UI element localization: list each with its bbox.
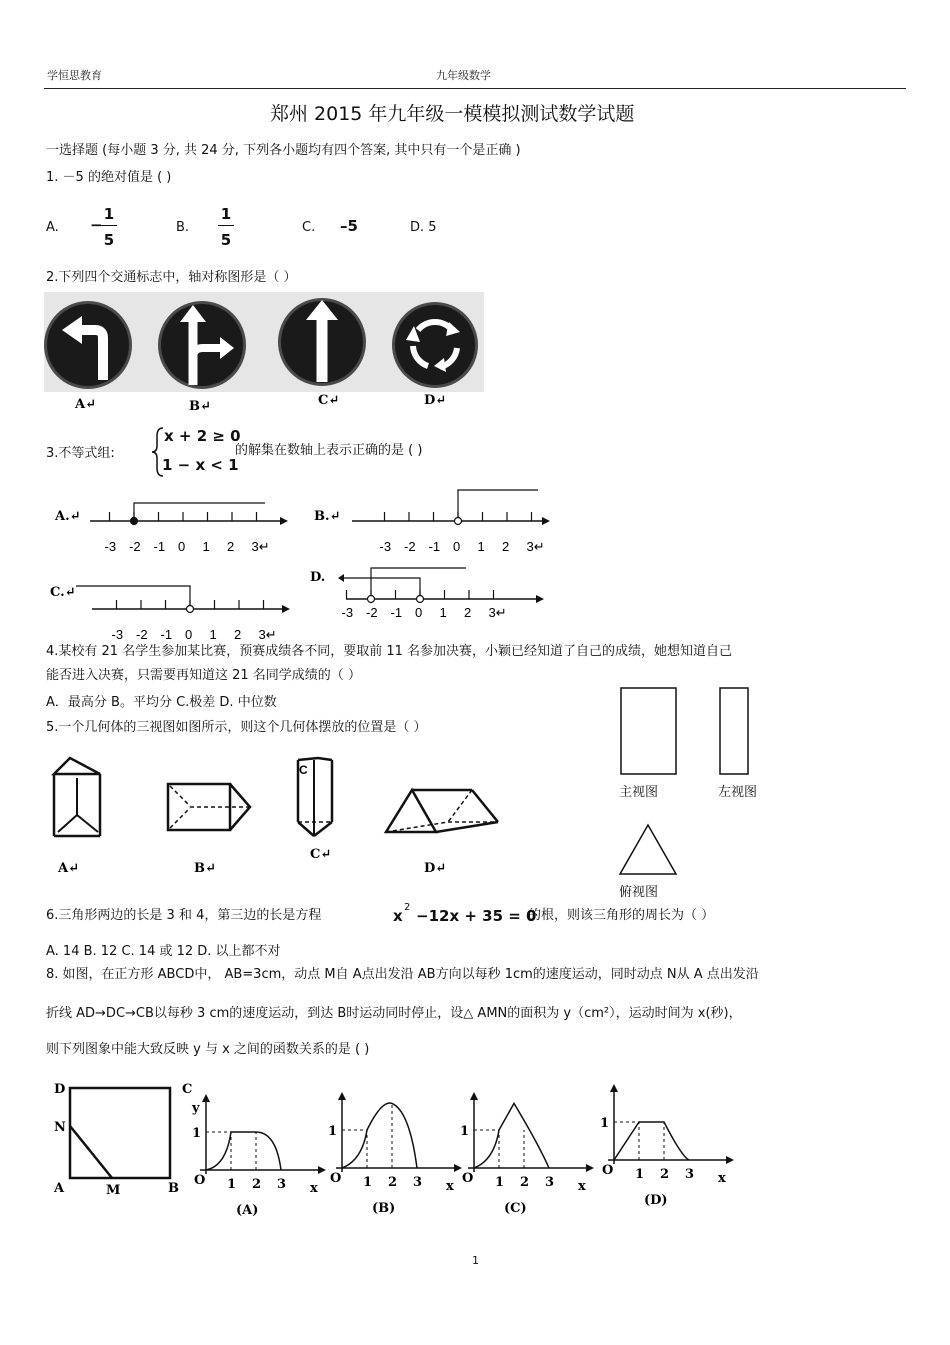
q3-inequality-2: 1 − x < 1 [162, 456, 239, 474]
vertex-a: A [54, 1181, 65, 1196]
number-line-tick-label: 0 [185, 627, 193, 642]
number-line-option-label: A.↵ [55, 509, 81, 524]
header-left: 学恒思教育 [47, 69, 102, 82]
graph-curve [206, 1132, 281, 1170]
page-title: 郑州 2015 年九年级一模模拟测试数学试题 [270, 103, 635, 125]
number-line-tick-label: -1 [428, 539, 441, 554]
graph-tick-2: 2 [388, 1175, 398, 1190]
q3-inequality-1: x + 2 ≥ 0 [164, 427, 241, 445]
number-line-tick-label: -3 [379, 539, 392, 554]
number-line-tick-label: 1 [477, 539, 485, 554]
q5-label-b: B↵ [194, 861, 216, 876]
number-line-tick-label: 2 [464, 605, 472, 620]
number-line-tick-label: -3 [341, 605, 354, 620]
graph-x-label: x [718, 1171, 726, 1186]
q4-line-1: 4.某校有 21 名学生参加某比赛，预赛成绩各不同，要取前 11 名参加决赛，小颖已经知道了自己的成绩，她想知道自己 [46, 644, 733, 659]
q4-options: A．最高分 B。平均分 C.极差 D. 中位数 [46, 695, 277, 710]
graph-tick-1: 1 [363, 1175, 373, 1190]
axis-arrow-icon [318, 1166, 326, 1174]
axis-arrow-icon [586, 1164, 594, 1172]
graph-tick-3: 3 [277, 1177, 287, 1192]
q1-b-numerator: 1 [220, 205, 232, 223]
graph-tick-3: 3 [685, 1167, 695, 1182]
graph-tick-1: 1 [227, 1177, 237, 1192]
number-line-option-label: B.↵ [314, 509, 341, 524]
q1-option-d: D. 5 [410, 220, 437, 235]
number-line-option-label: C.↵ [50, 585, 76, 600]
number-line-tick-label: 1 [209, 627, 217, 642]
graph-tick-2: 2 [660, 1167, 670, 1182]
q6-eq-x: x [393, 907, 403, 925]
q1-a-sign: − [90, 216, 103, 234]
number-line-tick-label: -3 [104, 539, 117, 554]
top-view-label: 俯视图 [619, 885, 659, 900]
q6-stem-b: 的根，则该三角形的周长为（ ） [528, 908, 715, 923]
point-n: N [54, 1120, 66, 1135]
number-line-tick-label: -2 [136, 627, 148, 642]
q5-stem: 5.一个几何体的三视图如图所示，则这个几何体摆放的位置是（ ） [46, 720, 427, 735]
graph-tick-2: 2 [252, 1177, 262, 1192]
axis-arrow-icon [726, 1156, 734, 1164]
graph-x-label: x [578, 1179, 586, 1194]
graph-x-label: x [310, 1181, 318, 1196]
q1-a-numerator: 1 [103, 205, 115, 223]
q2-stem: 2.下列四个交通标志中，轴对称图形是（ ） [46, 270, 297, 285]
q3-stem-suffix: 的解集在数轴上表示正确的是 ( ) [235, 443, 423, 458]
number-line-tick-label: 3↵ [526, 539, 545, 554]
graph-y-one-label: 1 [328, 1124, 338, 1139]
q1-option-c: C. [302, 220, 316, 235]
graph-origin-label: O [462, 1171, 474, 1186]
number-line-tick-label: -1 [390, 605, 403, 620]
axis-arrow-icon [338, 1092, 346, 1100]
axis-arrow-icon [202, 1094, 210, 1102]
graph-origin-label: O [602, 1163, 614, 1178]
number-line-tick-label: -2 [404, 539, 416, 554]
q6-stem-a: 6.三角形两边的长是 3 和 4，第三边的长是方程 [46, 908, 322, 923]
number-line-tick-label: -2 [129, 539, 141, 554]
graph-y-one-label: 1 [192, 1126, 202, 1141]
section-intro: 一选择题 (每小题 3 分, 共 24 分, 下列各小题均有四个答案, 其中只有一个是正确 ) [46, 143, 521, 158]
axis-arrow-icon [470, 1092, 478, 1100]
number-line-option-label: D. [310, 570, 326, 585]
q6-eq-exponent: 2 [404, 902, 411, 913]
number-line-tick-label: -1 [160, 627, 173, 642]
graph-option-label: (B) [372, 1201, 396, 1216]
graph-tick-3: 3 [545, 1175, 555, 1190]
graph-origin-label: O [194, 1173, 206, 1188]
graph-tick-2: 2 [520, 1175, 530, 1190]
vertex-c: C [182, 1082, 193, 1097]
q2-label-a: A↵ [75, 397, 96, 412]
point-m: M [106, 1183, 121, 1198]
q4-line-2: 能否进入决赛，只需要再知道这 21 名同学成绩的（ ） [46, 668, 361, 683]
front-view-label: 主视图 [619, 785, 659, 800]
graph-y-one-label: 1 [600, 1116, 610, 1131]
q6-eq-rest: −12x + 35 = 0 [416, 907, 537, 925]
number-line-tick-label: 2 [234, 627, 242, 642]
q1-stem: 1. －5 的绝对值是 ( ) [46, 170, 172, 185]
q1-c-value: –5 [340, 217, 358, 235]
number-line-tick-label: 2 [502, 539, 510, 554]
graph-curve [614, 1122, 689, 1160]
graph-option-label: (D) [644, 1193, 668, 1208]
graph-y-label: y [192, 1101, 200, 1116]
graph-tick-1: 1 [495, 1175, 505, 1190]
number-line-tick-label: 2 [227, 539, 235, 554]
header-center: 九年级数学 [436, 69, 491, 82]
q2-label-c: C↵ [318, 393, 340, 408]
q2-label-b: B↵ [189, 399, 211, 414]
graph-tick-1: 1 [635, 1167, 645, 1182]
left-view-label: 左视图 [718, 785, 758, 800]
q8-line-2: 折线 AD→DC→CB以每秒 3 cm的速度运动，到达 B时运动同时停止，设△ AMN的面积为 y（cm²），运动时间为 x(秒)， [46, 1006, 742, 1021]
q5-label-d: D↵ [424, 861, 447, 876]
q2-label-d: D↵ [424, 393, 447, 408]
number-line-tick-label: 3↵ [258, 627, 277, 642]
graph-tick-3: 3 [413, 1175, 423, 1190]
graph-option-label: (C) [504, 1201, 527, 1216]
q8-line-3: 则下列图象中能大致反映 y 与 x 之间的函数关系的是 ( ) [46, 1042, 370, 1057]
q8-line-1: 8. 如图，在正方形 ABCD中， AB=3cm，动点 M自 A点出发沿 AB方向以每秒 1cm的速度运动，同时动点 N从 A 点出发沿 [46, 967, 759, 982]
vertex-b: B [168, 1181, 179, 1196]
number-line-tick-label: -1 [153, 539, 166, 554]
graph-curve [474, 1103, 549, 1168]
q3-stem-prefix: 3.不等式组: [46, 446, 115, 461]
page-number: 1 [472, 1254, 479, 1267]
q1-option-b: B. [176, 220, 190, 235]
q1-b-denominator: 5 [220, 231, 232, 249]
q5-label-a: A↵ [58, 861, 79, 876]
number-line-tick-label: -3 [111, 627, 124, 642]
number-line-tick-label: 1 [439, 605, 447, 620]
q1-option-a: A. [46, 220, 59, 235]
number-line-tick-label: 1 [202, 539, 210, 554]
graph-option-label: (A) [236, 1203, 259, 1218]
vertex-d: D [54, 1082, 66, 1097]
number-line-tick-label: 3↵ [251, 539, 270, 554]
q5-label-c: C↵ [310, 847, 332, 862]
q5-c-mark: C [299, 763, 308, 777]
axis-arrow-icon [454, 1164, 462, 1172]
number-line-tick-label: 0 [415, 605, 423, 620]
q6-options: A. 14 B. 12 C. 14 或 12 D. 以上都不对 [46, 944, 281, 959]
number-line-tick-label: -2 [366, 605, 378, 620]
graph-curve [342, 1103, 417, 1168]
graph-origin-label: O [330, 1171, 342, 1186]
axis-arrow-icon [610, 1084, 618, 1092]
graph-x-label: x [446, 1179, 454, 1194]
number-line-tick-label: 0 [453, 539, 461, 554]
q1-a-denominator: 5 [103, 231, 115, 249]
graph-y-one-label: 1 [460, 1124, 470, 1139]
number-line-tick-label: 0 [178, 539, 186, 554]
number-line-tick-label: 3↵ [488, 605, 507, 620]
